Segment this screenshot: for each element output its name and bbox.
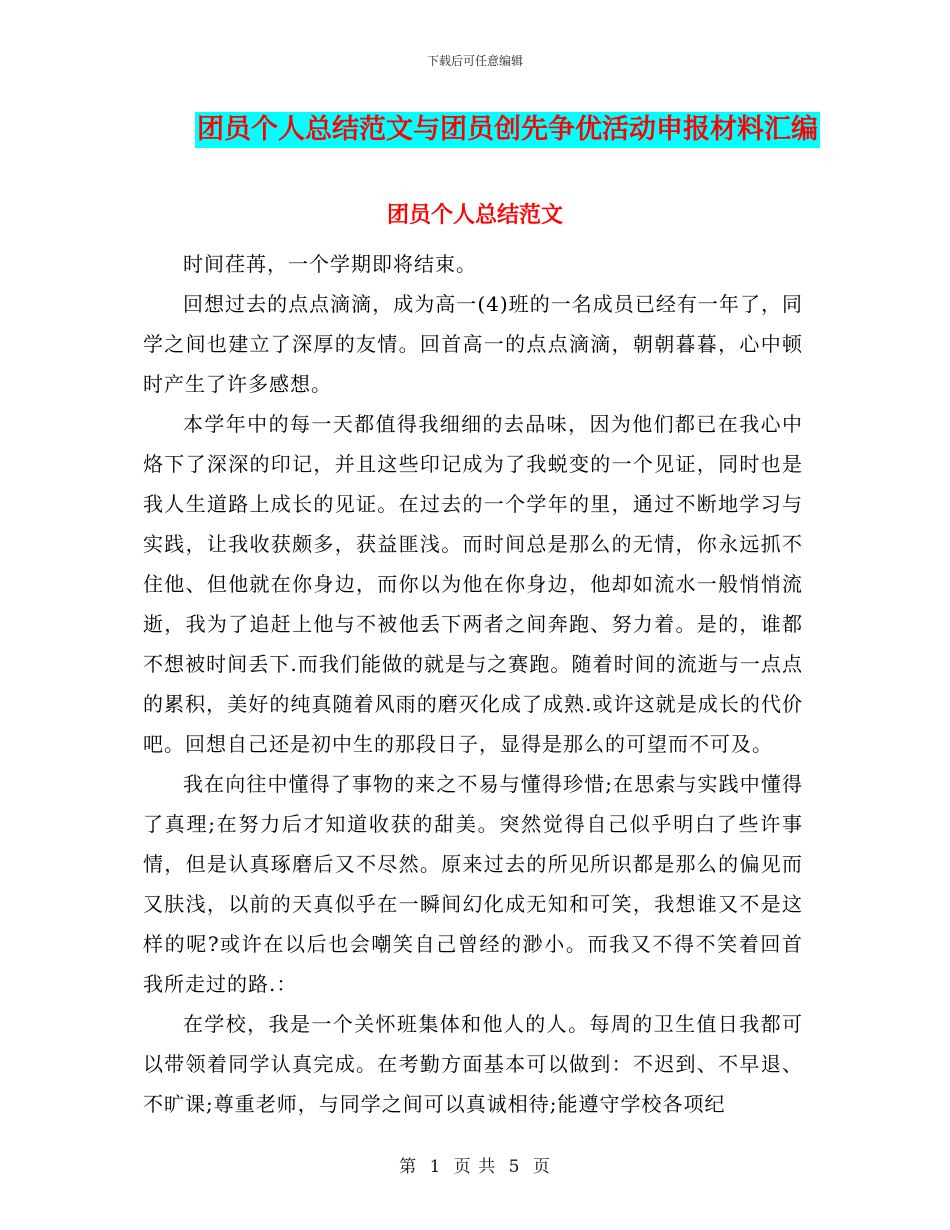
total-page-count: 5 <box>508 1157 521 1177</box>
section-title: 团员个人总结范文 <box>386 203 563 228</box>
paragraph: 回想过去的点点滴滴，成为高一(4)班的一名成员已经有一年了，同学之间也建立了深厚的友情。回首高一的点点滴滴，朝朝暮暮，心中顿时产生了许多感想。 <box>143 292 803 396</box>
paragraph: 我在向往中懂得了事物的来之不易与懂得珍惜;在思索与实践中懂得了真理;在努力后才知道收获的甜美。突然觉得自己似乎明白了些许事情，但是认真琢磨后又不尽然。原来过去的所见所识都是那么的偏见而又肤浅，以前的天真似乎在一瞬间幻化成无知和可笑，我想谁又不是这样的呢?或许在以后也会嘲笑自己曾经的渺小。而我又不得不笑着回首我所走过的路.： <box>143 772 803 996</box>
document-body <box>143 244 803 1124</box>
footer-middle: 页 共 <box>453 1157 497 1177</box>
document-title-container <box>195 112 820 148</box>
paragraph: 本学年中的每一天都值得我细细的去品味，因为他们都已在我心中烙下了深深的印记，并且这些印记成为了我蜕变的一个见证，同时也是我人生道路上成长的见证。在过去的一个学年的里，通过不断地学习与实践，让我收获颇多，获益匪浅。而时间总是那么的无情，你永远抓不住他、但他就在你身边，而你以为他在你身边，他却如流水一般悄悄流逝，我为了追赶上他与不被他丢下两者之间奔跑、努力着。是的，谁都不想被时间丢下.而我们能做的就是与之赛跑。随着时间的流逝与一点点的累积，美好的纯真随着风雨的磨灭化成了成熟.或许这就是成长的代价吧。回想自己还是初中生的那段日子，显得是那么的可望而不可及。 <box>143 412 803 756</box>
page-footer <box>0 1152 950 1177</box>
paragraph: 时间荏苒，一个学期即将结束。 <box>183 252 477 276</box>
footer-prefix: 第 <box>399 1157 418 1177</box>
page-header-note: 下载后可任意编辑 <box>426 54 523 68</box>
current-page-number: 1 <box>429 1157 442 1177</box>
footer-suffix: 页 <box>532 1157 551 1177</box>
document-title: 团员个人总结范文与团员创先争优活动申报材料汇编 <box>195 112 820 148</box>
paragraph: 在学校，我是一个关怀班集体和他人的人。每周的卫生值日我都可以带领着同学认真完成。在考勤方面基本可以做到：不迟到、不早退、不旷课;尊重老师，与同学之间可以真诚相待;能遵守学校各项纪 <box>143 1012 803 1116</box>
